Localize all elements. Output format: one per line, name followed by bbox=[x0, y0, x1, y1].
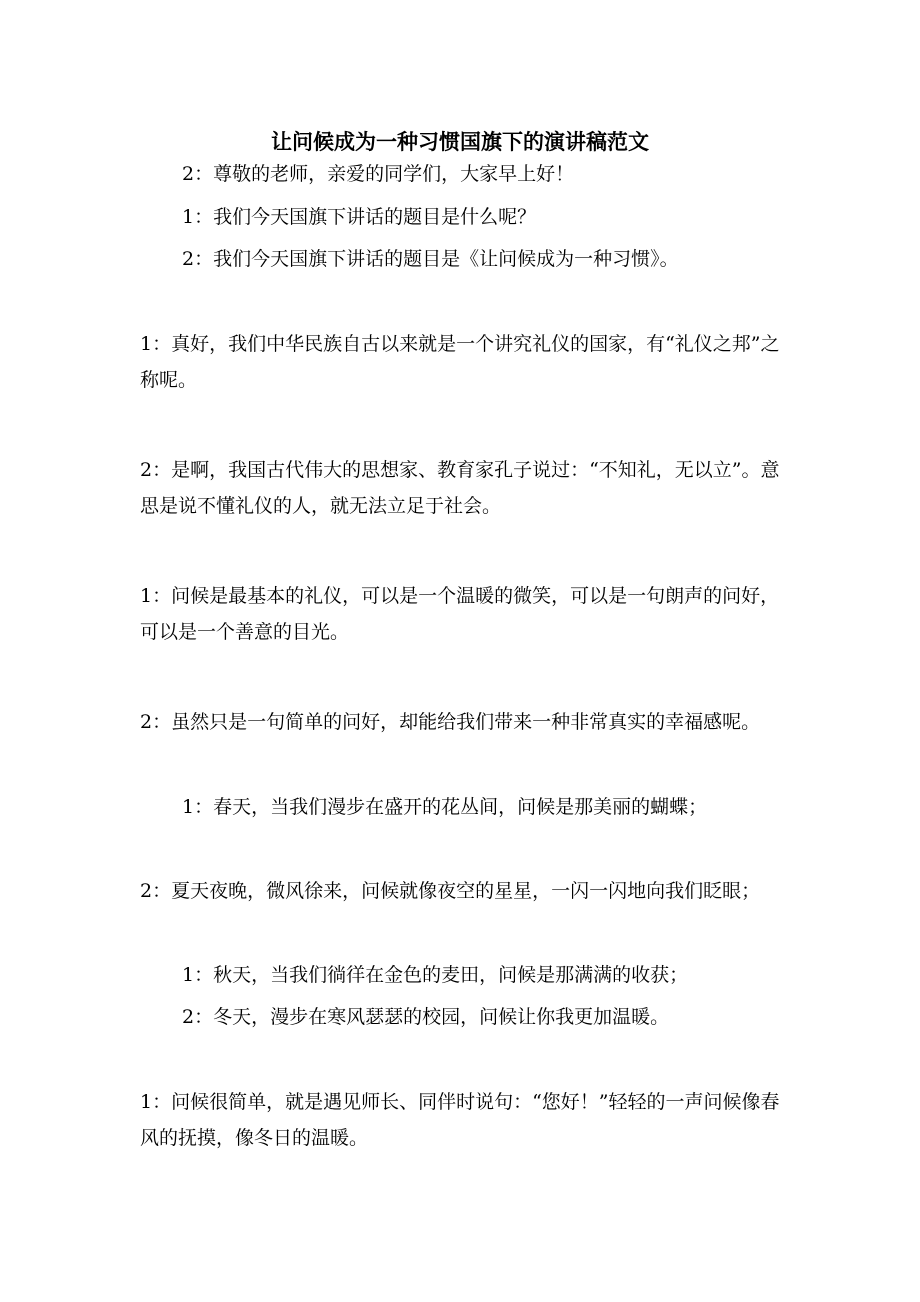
paragraph-8: 1：春天，当我们漫步在盛开的花丛间，问候是那美丽的蝴蝶； bbox=[182, 796, 708, 818]
paragraph-4: 1：真好，我们中华民族自古以来就是一个讲究礼仪的国家，有“礼仪之邦”之称呢。 bbox=[140, 333, 780, 391]
paragraph-12: 1：问候很简单，就是遇见师长、同伴时说句：“您好！”轻轻的一声问候像春风的抚摸，像冬日的温暖。 bbox=[140, 1091, 780, 1149]
paragraph-6: 1：问候是最基本的礼仪，可以是一个温暖的微笑，可以是一句朗声的问好，可以是一个善意的目光。 bbox=[140, 585, 780, 643]
paragraph-3: 2：我们今天国旗下讲话的题目是《让问候成为一种习惯》。 bbox=[182, 248, 679, 270]
paragraph-10: 1：秋天，当我们徜徉在金色的麦田，问候是那满满的收获； bbox=[182, 964, 689, 986]
paragraph-5: 2：是啊，我国古代伟大的思想家、教育家孔子说过：“不知礼，无以立”。意思是说不懂礼仪的人，就无法立足于社会。 bbox=[140, 459, 780, 517]
paragraph-9: 2：夏天夜晚，微风徐来，问候就像夜空的星星，一闪一闪地向我们眨眼； bbox=[140, 880, 761, 902]
paragraph-2: 1：我们今天国旗下讲话的题目是什么呢？ bbox=[182, 206, 537, 228]
document-title: 让问候成为一种习惯国旗下的演讲稿范文 bbox=[271, 129, 649, 155]
paragraph-7: 2：虽然只是一句简单的问好，却能给我们带来一种非常真实的幸福感呢。 bbox=[140, 711, 761, 733]
paragraph-11: 2：冬天，漫步在寒风瑟瑟的校园，问候让你我更加温暖。 bbox=[182, 1006, 670, 1028]
paragraph-1: 2：尊敬的老师，亲爱的同学们，大家早上好！ bbox=[182, 163, 575, 185]
